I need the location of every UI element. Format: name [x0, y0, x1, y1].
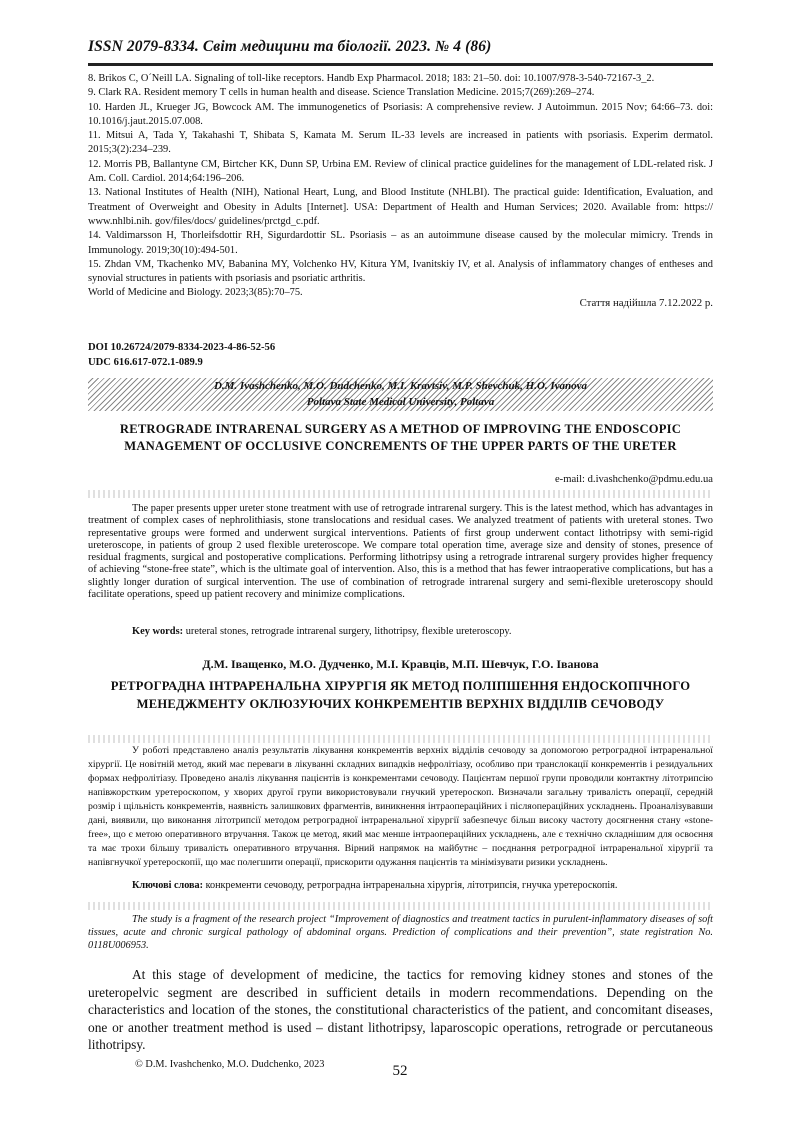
- keywords-label: Ключові слова:: [132, 880, 204, 891]
- doi: DOI 10.26724/2079-8334-2023-4-86-52-56: [88, 342, 276, 353]
- reference-item: World of Medicine and Biology. 2023;3(85):70–75.: [88, 287, 303, 299]
- reference-item: 12. Morris PB, Ballantyne CM, Birtcher KK, Dunn SP, Urbina EM. Review of clinical practice guidelines for the management of LDL-related risk. J Am. Coll. Cardiol. 2014;64:196–206.: [88, 158, 713, 185]
- article-title-ua: РЕТРОГРАДНА ІНТРАРЕНАЛЬНА ХІРУРГІЯ ЯК МЕТОД ПОЛІПШЕННЯ ЕНДОСКОПІЧНОГО МЕНЕДЖМЕНТУ ОКЛЮЗУЮЧИХ КОНКРЕМЕНТІВ ВЕРХНІХ ВІДДІЛІВ СЕЧОВОДУ: [110, 679, 691, 711]
- abstract-ua: У роботі представлено аналіз результатів лікування конкрементів верхніх відділів сечоводу за допомогою ретроградної інтраренальної хірургії. Це новітній метод, який має переваги в лікуванні складних випадків нефролітіазу, особливо при транслокації конкрементів і резидуальних формах нефролітіазу. Проведено аналіз лікування пацієнтів із конкрементами сечоводу. Пацієнтам першої групи проводили контактну літотрипсію напівжорстким уретероскопом, у хворих другої групи використовували гнучкий уретероскоп. Визначали загальну тривалість операції, середній розмір і щільність конкрементів, наявність залишкових фрагментів, виникнення інтраопераційних і післяопераційних ускладнень. Проаналізувавши дані, виявили, що виконання літотрипсії методом ретроградної інтраренальної хірургії забезпечує більш високу частоту досягнення стану «stone-free», що є метою оперативного втручання. Також це метод, який має менше інтраопераційних ускладнень, але є технічно складнішим для освоєння та має трохи більшу тривалість оперативного втручання. Вірний напрямок на майбутнє – поєднання ретроградної інтраренальної хірургії та напівгнучкої уретероскопії, що має полегшити операції, прискорити одужання пацієнтів та мінімізувати ризики ускладнень.: [88, 745, 713, 868]
- udc: UDC 616.617-072.1-089.9: [88, 357, 203, 368]
- reference-item: 8. Brikos C, O´Neill LA. Signaling of toll-like receptors. Handb Exp Pharmacol. 2018; 183: 21–50. doi: 10.1007/978-3-540-72167-3_2.: [88, 73, 655, 84]
- article-title-en: RETROGRADE INTRARENAL SURGERY AS A METHOD OF IMPROVING THE ENDOSCOPIC MANAGEMENT OF OCCLUSIVE CONCREMENTS OF THE UPPER PARTS OF THE URETER: [119, 422, 682, 453]
- page-number: 52: [392, 1063, 408, 1079]
- contact-email: e-mail: d.ivashchenko@pdmu.edu.ua: [554, 474, 713, 485]
- reference-item: 11. Mitsui A, Tada Y, Takahashi T, Shibata S, Kamata M. Serum IL-33 levels are increased in patients with psoriasis. Experim dermatol. 2015;3(2):234–239.: [88, 130, 713, 156]
- copyright: © D.M. Ivashchenko, M.O. Dudchenko, 2023: [135, 1059, 325, 1070]
- divider: [88, 735, 713, 743]
- keywords-en: [132, 626, 512, 637]
- keywords-label: Key words:: [132, 626, 184, 637]
- author-block-en: [88, 378, 713, 410]
- divider: [88, 490, 713, 498]
- authors-en: D.M. Ivashchenko, M.O. Dudchenko, M.I. Kravtsiv, M.P. Shevchuk, H.O. Ivanova: [213, 380, 588, 392]
- doi-block: [88, 340, 275, 370]
- abstract-en: The paper presents upper ureter stone treatment with use of retrograde intrarenal surgery. This is the latest method, which has advantages in treatment of complex cases of nephrolithiasis, stone translocations and residual cases. We analyzed treatment of patients with ureteral stones. Two representative groups were formed and underwent surgical interventions. Patients of first group underwent contact lithotripsy with semi-rigid ureteroscope, in patients of group 2 used flexible ureteroscope. We compare total operation time, average size and density of stones, presence of residual fragments, surgical and postoperative complications. Performing lithotripsy using a retrograde intrarenal surgery provides higher frequency of achieving “stone-free state”, which is the ultimate goal of intervention. Also, this is a method that has fewer intraoperative complications, but has a slightly longer duration of surgical intervention. The use of combination of retrograde intrarenal surgery and semi-flexible ureteroscopy should facilitate operations, speed up patient recovery and minimize complications.: [88, 503, 713, 601]
- received-date: Стаття надійшла 7.12.2022 р.: [579, 297, 713, 309]
- header-rule: [88, 63, 713, 66]
- reference-list: [88, 72, 713, 301]
- reference-item: 9. Clark RA. Resident memory T cells in human health and disease. Science Translation Medicine. 2015;7(269):269–274.: [88, 87, 595, 99]
- authors-ua: Д.М. Іващенко, М.О. Дудченко, М.І. Кравців, М.П. Шевчук, Г.О. Іванова: [202, 657, 599, 671]
- reference-item: 14. Valdimarsson H, Thorleifsdottir RH, Sigurdardottir SL. Psoriasis – as an autoimmune disease caused by the molecular mimicry. Trends in Immunology. 2019;30(10):494-501.: [88, 230, 713, 256]
- study-note: The study is a fragment of the research project “Improvement of diagnostics and treatment tactics in purulent-inflammatory diseases of soft tissues, acute and chronic surgical pathology of abdominal organs. Prediction of complications and their prevention”, state registration No. 0118U006953.: [88, 914, 713, 951]
- affiliation: Poltava State Medical University, Poltava: [306, 396, 495, 408]
- journal-header: ISSN 2079-8334. Світ медицини та біології. 2023. № 4 (86): [88, 38, 492, 55]
- keywords-ua: [132, 880, 617, 891]
- keywords-text: конкременти сечоводу, ретроградна інтраренальна хірургія, літотрипсія, гнучка уретероскопія.: [203, 880, 618, 891]
- reference-item: 13. National Institutes of Health (NIH), National Heart, Lung, and Blood Institute (NHLBI). The practical guide: Identification, Evaluation, and Treatment of Overweight and Obesity in Adults [Internet]. USA: Department of Health and Human Services; 2020. Available from: https:// www.nhlbi.nih. gov/files/docs/ guidelines/prctgd_c.pdf.: [88, 187, 713, 227]
- body-paragraph: At this stage of development of medicine, the tactics for removing kidney stones and stones of the ureteropelvic segment are described in sufficient details in modern recommendations. Depending on the characteristics and location of the stones, the constitutional characteristics of the patient, and concomitant diseases, one or another treatment method is used – distant lithotripsy, laparoscopic operations, retrograde or percutaneous lithotripsy.: [88, 967, 713, 1053]
- divider: [88, 902, 713, 910]
- keywords-text: ureteral stones, retrograde intrarenal surgery, lithotripsy, flexible ureteroscopy.: [183, 626, 512, 637]
- reference-item: 10. Harden JL, Krueger JG, Bowcock AM. The immunogenetics of Psoriasis: A comprehensive review. J Autoimmun. 2015 Nov; 64:66–73. doi: 10.1016/j.jaut.2015.07.008.: [88, 101, 713, 127]
- reference-item: 15. Zhdan VM, Tkachenko MV, Babanina MY, Volchenko HV, Kitura YM, Ivanitskiy IV, et al. Analysis of inflammatory changes of entheses and synovial structures in patients with psoriasis and psoriatic arthritis.: [88, 258, 713, 285]
